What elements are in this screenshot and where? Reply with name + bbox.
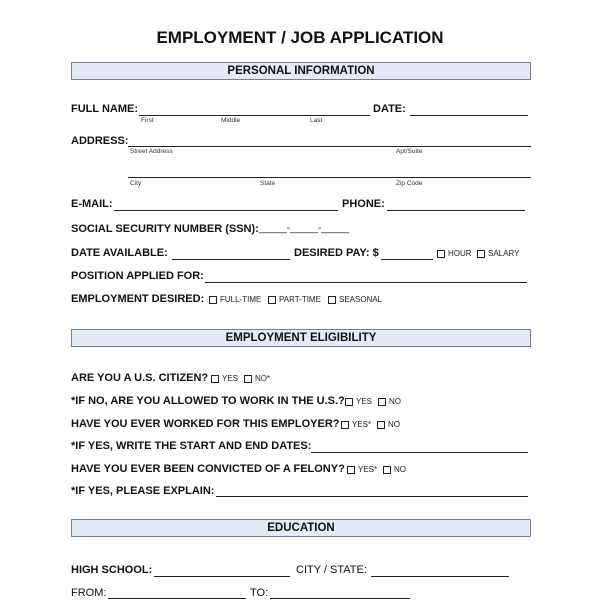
start-end-dates-field[interactable] <box>311 452 528 453</box>
zip-code-caption: Zip Code <box>396 180 423 187</box>
full-name-field[interactable] <box>139 115 370 116</box>
hour-option[interactable]: HOUR <box>437 249 472 258</box>
from-field[interactable] <box>108 598 246 599</box>
city-caption: City <box>130 180 142 187</box>
full-time-option[interactable]: FULL-TIME <box>209 295 261 304</box>
email-field[interactable] <box>114 210 338 211</box>
checkbox-icon[interactable] <box>328 296 336 304</box>
address-label: ADDRESS: <box>71 135 129 147</box>
felony-no-option[interactable]: NO <box>383 465 406 474</box>
position-applied-field[interactable] <box>205 282 527 283</box>
date-available-label: DATE AVAILABLE: <box>71 247 168 259</box>
section-employment-eligibility: EMPLOYMENT ELIGIBILITY <box>71 329 531 347</box>
checkbox-icon[interactable] <box>341 421 349 429</box>
seasonal-option[interactable]: SEASONAL <box>328 295 382 304</box>
part-time-option[interactable]: PART-TIME <box>268 295 321 304</box>
desired-pay-label: DESIRED PAY: $ <box>294 247 379 259</box>
citizen-no-option[interactable]: NO* <box>244 374 270 383</box>
start-end-dates-label: *IF YES, WRITE THE START AND END DATES: <box>71 440 312 452</box>
checkbox-icon[interactable] <box>209 296 217 304</box>
felony-question: HAVE YOU EVER BEEN CONVICTED OF A FELONY? <box>71 463 345 475</box>
high-school-label: HIGH SCHOOL: <box>71 564 153 576</box>
full-name-label: FULL NAME: <box>71 103 139 115</box>
first-name-caption: First <box>141 117 154 124</box>
checkbox-icon[interactable] <box>347 466 355 474</box>
checkbox-icon[interactable] <box>378 398 386 406</box>
worked-no-option[interactable]: NO <box>377 420 400 429</box>
phone-label: PHONE: <box>342 198 385 210</box>
position-applied-label: POSITION APPLIED FOR: <box>71 270 204 282</box>
street-address-field[interactable] <box>128 146 531 147</box>
phone-field[interactable] <box>387 210 525 211</box>
salary-option[interactable]: SALARY <box>477 249 519 258</box>
checkbox-icon[interactable] <box>383 466 391 474</box>
employment-desired-label: EMPLOYMENT DESIRED: <box>71 293 205 305</box>
felony-yes-option[interactable]: YES* <box>347 465 377 474</box>
desired-pay-field[interactable] <box>381 259 433 260</box>
city-state-label: CITY / STATE: <box>296 564 367 576</box>
email-label: E-MAIL: <box>71 198 113 210</box>
checkbox-icon[interactable] <box>377 421 385 429</box>
ssn-label: SOCIAL SECURITY NUMBER (SSN): <box>71 223 259 235</box>
allowed-yes-option[interactable]: YES <box>345 397 372 406</box>
middle-name-caption: Middle <box>221 117 241 124</box>
felony-explain-field[interactable] <box>216 496 528 497</box>
city-state-zip-field[interactable] <box>128 177 531 178</box>
checkbox-icon[interactable] <box>345 398 353 406</box>
section-personal-information: PERSONAL INFORMATION <box>71 62 531 80</box>
street-address-caption: Street Address <box>130 148 173 155</box>
date-label: DATE: <box>373 103 406 115</box>
to-label: TO: <box>250 587 269 599</box>
ssn-field[interactable]: _____-_____-_____ <box>259 223 350 234</box>
allowed-to-work-question: *IF NO, ARE YOU ALLOWED TO WORK IN THE U.S.? <box>71 395 345 407</box>
citizen-question: ARE YOU A U.S. CITIZEN? <box>71 372 209 384</box>
felony-explain-label: *IF YES, PLEASE EXPLAIN: <box>71 485 215 497</box>
apt-suite-caption: Apt/Suite <box>396 148 423 155</box>
state-caption: State <box>260 180 276 187</box>
section-education: EDUCATION <box>71 519 531 537</box>
page-title: EMPLOYMENT / JOB APPLICATION <box>156 28 444 47</box>
checkbox-icon[interactable] <box>211 375 219 383</box>
allowed-no-option[interactable]: NO <box>378 397 401 406</box>
checkbox-icon[interactable] <box>477 250 485 258</box>
checkbox-icon[interactable] <box>244 375 252 383</box>
high-school-field[interactable] <box>154 576 290 577</box>
citizen-yes-option[interactable]: YES <box>211 374 238 383</box>
checkbox-icon[interactable] <box>268 296 276 304</box>
last-name-caption: Last <box>310 117 323 124</box>
date-field[interactable] <box>410 115 528 116</box>
city-state-field[interactable] <box>371 576 509 577</box>
from-label: FROM: <box>71 587 107 599</box>
worked-yes-option[interactable]: YES* <box>341 420 371 429</box>
to-field[interactable] <box>270 598 410 599</box>
worked-for-employer-question: HAVE YOU EVER WORKED FOR THIS EMPLOYER? <box>71 418 340 430</box>
checkbox-icon[interactable] <box>437 250 445 258</box>
date-available-field[interactable] <box>172 259 290 260</box>
